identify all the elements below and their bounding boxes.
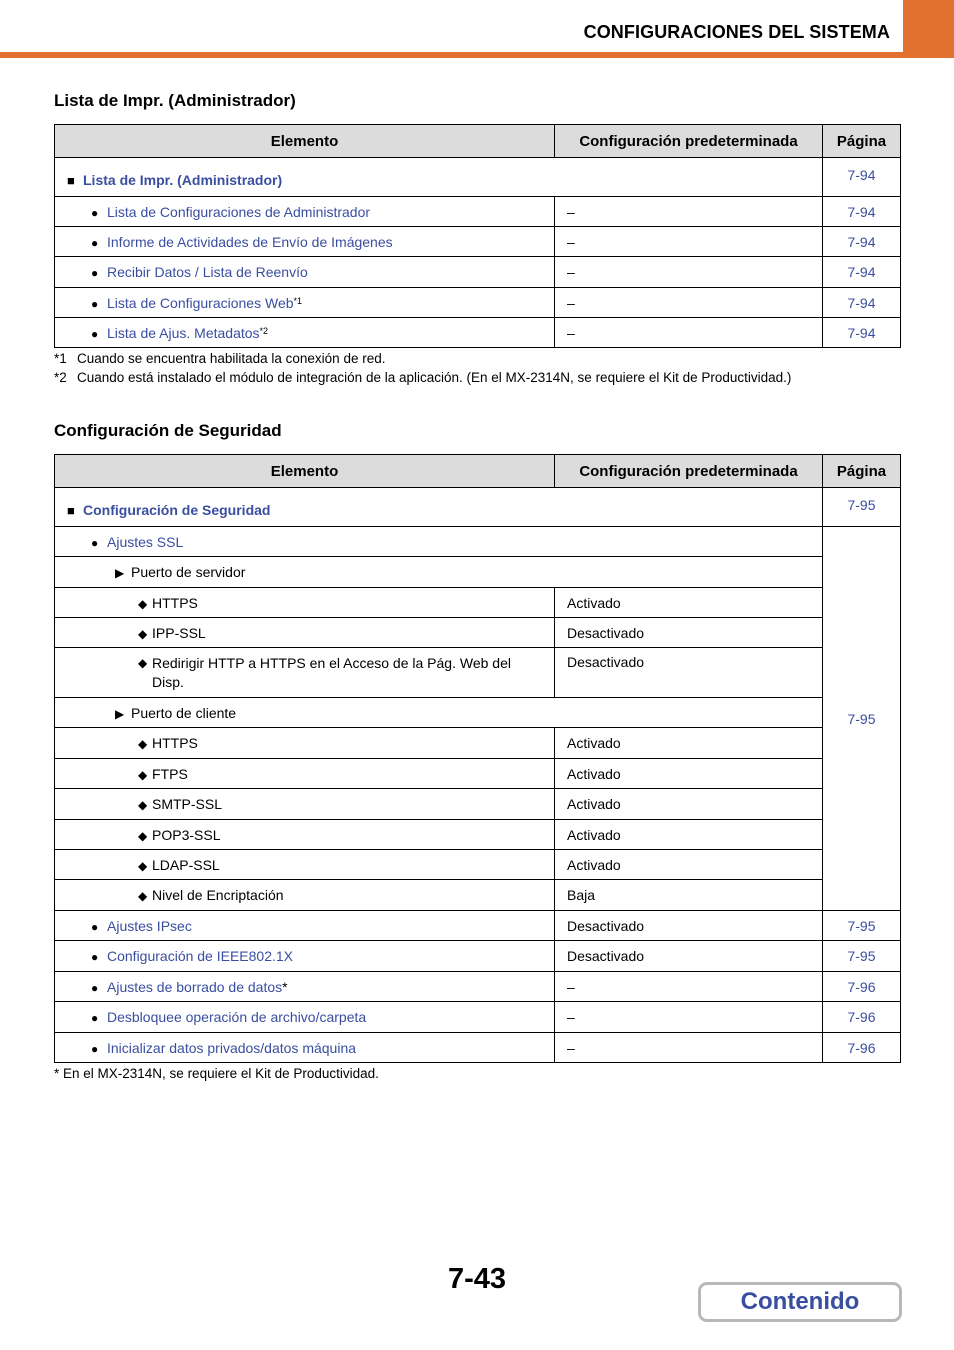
diamond-icon: ◆ — [138, 737, 148, 751]
triangle-right-icon: ▶ — [115, 566, 125, 580]
setting-label: SMTP-SSL — [152, 796, 223, 812]
setting-label: FTPS — [152, 765, 188, 782]
diamond-icon: ◆ — [138, 626, 148, 641]
item-link[interactable]: Ajustes SSL — [107, 533, 184, 550]
chapter-title: CONFIGURACIONES DEL SISTEMA — [583, 22, 890, 42]
default-value: Activado — [555, 728, 823, 759]
circle-bullet-icon: ● — [91, 1011, 99, 1025]
section-title-security: Configuración de Seguridad — [54, 421, 282, 440]
setting-label: HTTPS — [152, 594, 198, 611]
circle-bullet-icon: ● — [91, 326, 99, 341]
item-link[interactable]: Informe de Actividades de Envío de Imágenes — [107, 233, 393, 250]
default-value: Baja — [555, 880, 823, 911]
table-row — [55, 618, 901, 648]
triangle-right-icon: ▶ — [115, 706, 125, 721]
diamond-icon: ◆ — [138, 798, 148, 812]
footnote-text: Cuando está instalado el módulo de integración de la aplicación. (En el MX-2314N, se requiere el Kit de Productividad.) — [77, 370, 792, 385]
footnote-text: Cuando se encuentra habilitada la conexión de red. — [77, 351, 386, 366]
table-row — [55, 588, 901, 618]
table-row — [55, 557, 901, 588]
page-link[interactable]: 7-94 — [823, 227, 901, 257]
page-link[interactable]: 7-94 — [823, 288, 901, 318]
item-link[interactable]: Recibir Datos / Lista de Reenvío — [107, 264, 308, 280]
default-value: – — [555, 1002, 823, 1033]
page-link[interactable]: 7-95 — [823, 911, 901, 941]
table-row — [55, 941, 901, 972]
diamond-icon: ◆ — [138, 889, 148, 903]
item-link[interactable]: Ajustes IPsec — [107, 917, 192, 934]
default-value: Desactivado — [555, 648, 823, 698]
page-link[interactable]: 7-96 — [823, 972, 901, 1002]
setting-label: POP3-SSL — [152, 826, 221, 843]
column-header-item: Elemento — [55, 125, 555, 158]
table-row — [55, 1033, 901, 1063]
column-header-default: Configuración predeterminada — [555, 455, 823, 488]
default-value: – — [555, 318, 823, 348]
item-link[interactable]: Inicializar datos privados/datos máquina — [107, 1039, 357, 1056]
table-row — [55, 789, 901, 820]
item-link[interactable]: Lista de Configuraciones Web — [107, 294, 294, 311]
circle-bullet-icon: ● — [91, 266, 99, 280]
footnote-ref: *2 — [259, 325, 269, 336]
table-row — [55, 911, 901, 941]
table-header-row — [55, 455, 901, 488]
setting-label: Nivel de Encriptación — [152, 887, 284, 903]
footnote-ref: *1 — [293, 295, 303, 306]
circle-bullet-icon: ● — [91, 535, 99, 550]
default-value: Desactivado — [555, 941, 823, 972]
circle-bullet-icon: ● — [91, 296, 99, 311]
table-row — [55, 318, 901, 348]
subgroup-label: Puerto de cliente — [131, 704, 237, 721]
subgroup-label: Puerto de servidor — [131, 564, 246, 580]
square-bullet-icon: ■ — [67, 503, 75, 518]
diamond-icon: ◆ — [138, 767, 148, 782]
footnote — [54, 370, 791, 385]
footnote-ref: * — [282, 978, 288, 995]
admin-list-table — [54, 124, 901, 348]
footnote-mark: *2 — [54, 370, 67, 385]
table-row — [55, 488, 901, 527]
circle-bullet-icon: ● — [91, 235, 99, 250]
setting-label: IPP-SSL — [152, 624, 206, 641]
setting-label: Redirigir HTTP a HTTPS en el Acceso de la Pág. Web del Disp. — [152, 655, 511, 690]
footnote — [54, 351, 385, 366]
table-row — [55, 728, 901, 759]
page-link[interactable]: 7-95 — [823, 941, 901, 972]
column-header-item: Elemento — [55, 455, 555, 488]
table-row — [55, 257, 901, 288]
page-link[interactable]: 7-95 — [823, 527, 901, 911]
chapter-tab — [903, 0, 954, 52]
circle-bullet-icon: ● — [91, 950, 99, 964]
page-link[interactable]: 7-96 — [823, 1033, 901, 1063]
table-row — [55, 288, 901, 318]
table-header-row — [55, 125, 901, 158]
column-header-default: Configuración predeterminada — [555, 125, 823, 158]
footnote: * En el MX-2314N, se requiere el Kit de Productividad. — [54, 1066, 379, 1081]
table-row — [55, 759, 901, 789]
table-row — [55, 972, 901, 1002]
table-row — [55, 527, 901, 557]
setting-wrap — [138, 654, 554, 692]
column-header-page: Página — [823, 125, 901, 158]
default-value: Desactivado — [555, 911, 823, 941]
table-row — [55, 227, 901, 257]
circle-bullet-icon: ● — [91, 980, 99, 995]
header-rule — [0, 52, 954, 58]
item-link[interactable]: Lista de Configuraciones de Administrador — [107, 203, 371, 220]
default-value: – — [555, 972, 823, 1002]
default-value: – — [555, 227, 823, 257]
section-link[interactable]: Configuración de Seguridad — [83, 502, 271, 518]
square-bullet-icon: ■ — [67, 173, 75, 188]
circle-bullet-icon: ● — [91, 919, 99, 934]
default-value: – — [555, 257, 823, 288]
page-link[interactable]: 7-96 — [823, 1002, 901, 1033]
column-header-page: Página — [823, 455, 901, 488]
section-link[interactable]: Lista de Impr. (Administrador) — [83, 172, 283, 188]
contents-button[interactable]: Contenido — [698, 1282, 902, 1322]
footnote-mark: *1 — [54, 351, 67, 366]
security-table — [54, 454, 901, 1063]
circle-bullet-icon: ● — [91, 205, 99, 220]
setting-label: HTTPS — [152, 735, 198, 751]
item-link[interactable]: Ajustes de borrado de datos — [107, 978, 283, 995]
default-value: Activado — [555, 789, 823, 820]
page-link[interactable]: 7-94 — [823, 197, 901, 227]
default-value: Activado — [555, 759, 823, 789]
table-row — [55, 820, 901, 850]
table-row — [55, 698, 901, 728]
page-link[interactable]: 7-95 — [823, 488, 901, 527]
diamond-icon: ◆ — [138, 596, 148, 611]
default-value: – — [555, 197, 823, 227]
diamond-icon: ◆ — [138, 828, 148, 843]
setting-label: LDAP-SSL — [152, 856, 220, 873]
default-value: Activado — [555, 850, 823, 880]
page-number: 7-43 — [447, 1263, 507, 1295]
table-row — [55, 880, 901, 911]
default-value: Desactivado — [555, 618, 823, 648]
table-row — [55, 1002, 901, 1033]
table-row — [55, 850, 901, 880]
default-value: Activado — [555, 820, 823, 850]
diamond-icon: ◆ — [138, 656, 148, 670]
default-value: – — [555, 288, 823, 318]
circle-bullet-icon: ● — [91, 1041, 99, 1056]
item-link[interactable]: Lista de Ajus. Metadatos — [107, 324, 260, 341]
diamond-icon: ◆ — [138, 858, 148, 873]
default-value: – — [555, 1033, 823, 1063]
section-title-admin-list: Lista de Impr. (Administrador) — [54, 91, 296, 110]
item-link[interactable]: Desbloquee operación de archivo/carpeta — [107, 1009, 367, 1025]
default-value: Activado — [555, 588, 823, 618]
page-link[interactable]: 7-94 — [823, 158, 901, 197]
table-row — [55, 648, 901, 698]
page-link[interactable]: 7-94 — [823, 257, 901, 288]
item-link[interactable]: Configuración de IEEE802.1X — [107, 948, 294, 964]
table-row — [55, 197, 901, 227]
page-link[interactable]: 7-94 — [823, 318, 901, 348]
table-row — [55, 158, 901, 197]
